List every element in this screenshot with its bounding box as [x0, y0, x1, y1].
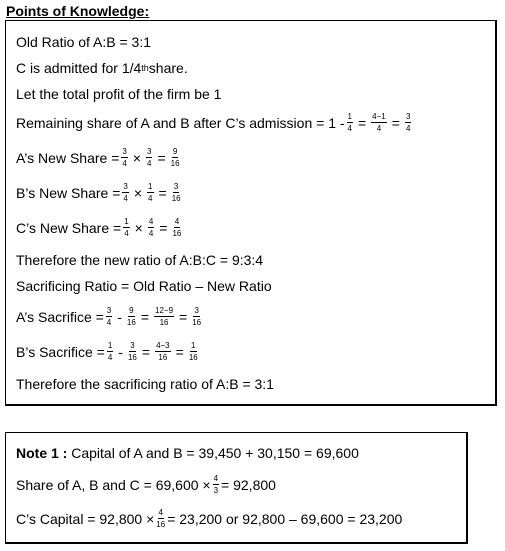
b-sac-prefix: B’s Sacrifice = [16, 344, 105, 360]
times-sign: × [134, 220, 143, 236]
sacrificing-formula-line: Sacrificing Ratio = Old Ratio – New Ratio [16, 278, 272, 294]
fraction: $\frac{9}{16}$ [126, 306, 136, 327]
fraction: $\frac{3}{4}$ [405, 112, 411, 133]
note-c-capital-line [16, 509, 402, 529]
equals-sign: = [175, 344, 184, 360]
note-share-prefix: Share of A, B and C = 69,600 × [16, 477, 211, 493]
note-capital-line [16, 446, 359, 460]
admitted-suffix: share. [148, 60, 188, 76]
note-share-line [16, 475, 276, 495]
fraction: $\frac{3}{16}$ [171, 182, 181, 203]
equals-sign: = [391, 115, 400, 131]
note-box [5, 432, 468, 544]
fraction: $\frac{4}{4}$ [148, 217, 154, 238]
equals-sign: = [141, 344, 151, 360]
equals-sign: = [159, 220, 168, 236]
fraction: $\frac{3}{4}$ [106, 306, 112, 327]
fraction: $\frac{4}{16}$ [156, 508, 166, 529]
b-sacrifice-line [16, 342, 200, 362]
fraction: $\frac{3}{4}$ [122, 147, 127, 168]
b-new-prefix: B’s New Share = [16, 185, 121, 201]
fraction: $\frac{3}{4}$ [123, 182, 128, 203]
times-sign: × [133, 185, 143, 201]
equals-sign: = [158, 185, 167, 201]
fraction: $\frac{4}{3}$ [213, 474, 219, 495]
total-profit-line: Let the total profit of the firm be 1 [16, 86, 222, 102]
fraction: $\frac{4-3}{16}$ [156, 341, 170, 362]
note-share-suffix: = 92,800 [221, 477, 276, 493]
sacrificing-ratio-line: Therefore the sacrificing ratio of A:B = 3:1 [16, 376, 274, 392]
fraction: $\frac{3}{16}$ [192, 306, 202, 327]
note-c-capital-prefix: C’s Capital = 92,800 × [16, 511, 155, 527]
fraction: $\frac{1}{4}$ [107, 341, 113, 362]
fraction: $\frac{1}{4}$ [347, 112, 352, 133]
a-new-prefix: A’s New Share = [16, 150, 120, 166]
equals-sign: = [140, 309, 150, 325]
note-label: Note 1 : [16, 445, 68, 461]
new-ratio-line: Therefore the new ratio of A:B:C = 9:3:4 [16, 252, 264, 268]
old-ratio-line: Old Ratio of A:B = 3:1 [16, 34, 152, 50]
admitted-line: C is admitted for 1/4 th share. [16, 60, 188, 76]
minus-sign: - [118, 344, 123, 360]
remaining-prefix: Remaining share of A and B after C’s admission = 1 - [16, 115, 345, 131]
b-new-share-line [16, 183, 183, 203]
fraction: $\frac{12-9}{16}$ [155, 306, 174, 327]
fraction: $\frac{3}{16}$ [127, 341, 137, 362]
fraction: $\frac{3}{4}$ [147, 147, 152, 168]
remaining-share-line [16, 113, 413, 133]
a-sac-prefix: A’s Sacrifice = [16, 309, 104, 325]
points-of-knowledge-box [5, 20, 497, 406]
note-c-capital-suffix: = 23,200 or 92,800 – 69,600 = 23,200 [167, 511, 403, 527]
fraction: $\frac{4-1}{4}$ [372, 112, 386, 133]
note-capital-text: Capital of A and B = 39,450 + 30,150 = 69,600 [67, 445, 359, 461]
times-sign: × [132, 150, 142, 166]
minus-sign: - [117, 309, 122, 325]
fraction: $\frac{1}{4}$ [124, 217, 129, 238]
a-sacrifice-line [16, 307, 203, 327]
equals-sign: = [357, 115, 367, 131]
c-new-prefix: C’s New Share = [16, 220, 122, 236]
page-title: Points of Knowledge: [6, 3, 150, 19]
equals-sign: = [157, 150, 166, 166]
fraction: $\frac{1}{16}$ [188, 341, 198, 362]
a-new-share-line [16, 148, 182, 168]
fraction: $\frac{1}{4}$ [148, 182, 153, 203]
fraction: $\frac{4}{16}$ [172, 217, 182, 238]
equals-sign: = [179, 309, 188, 325]
admitted-prefix: C is admitted for 1/4 [16, 60, 142, 76]
c-new-share-line [16, 218, 183, 238]
fraction: $\frac{9}{16}$ [170, 147, 180, 168]
